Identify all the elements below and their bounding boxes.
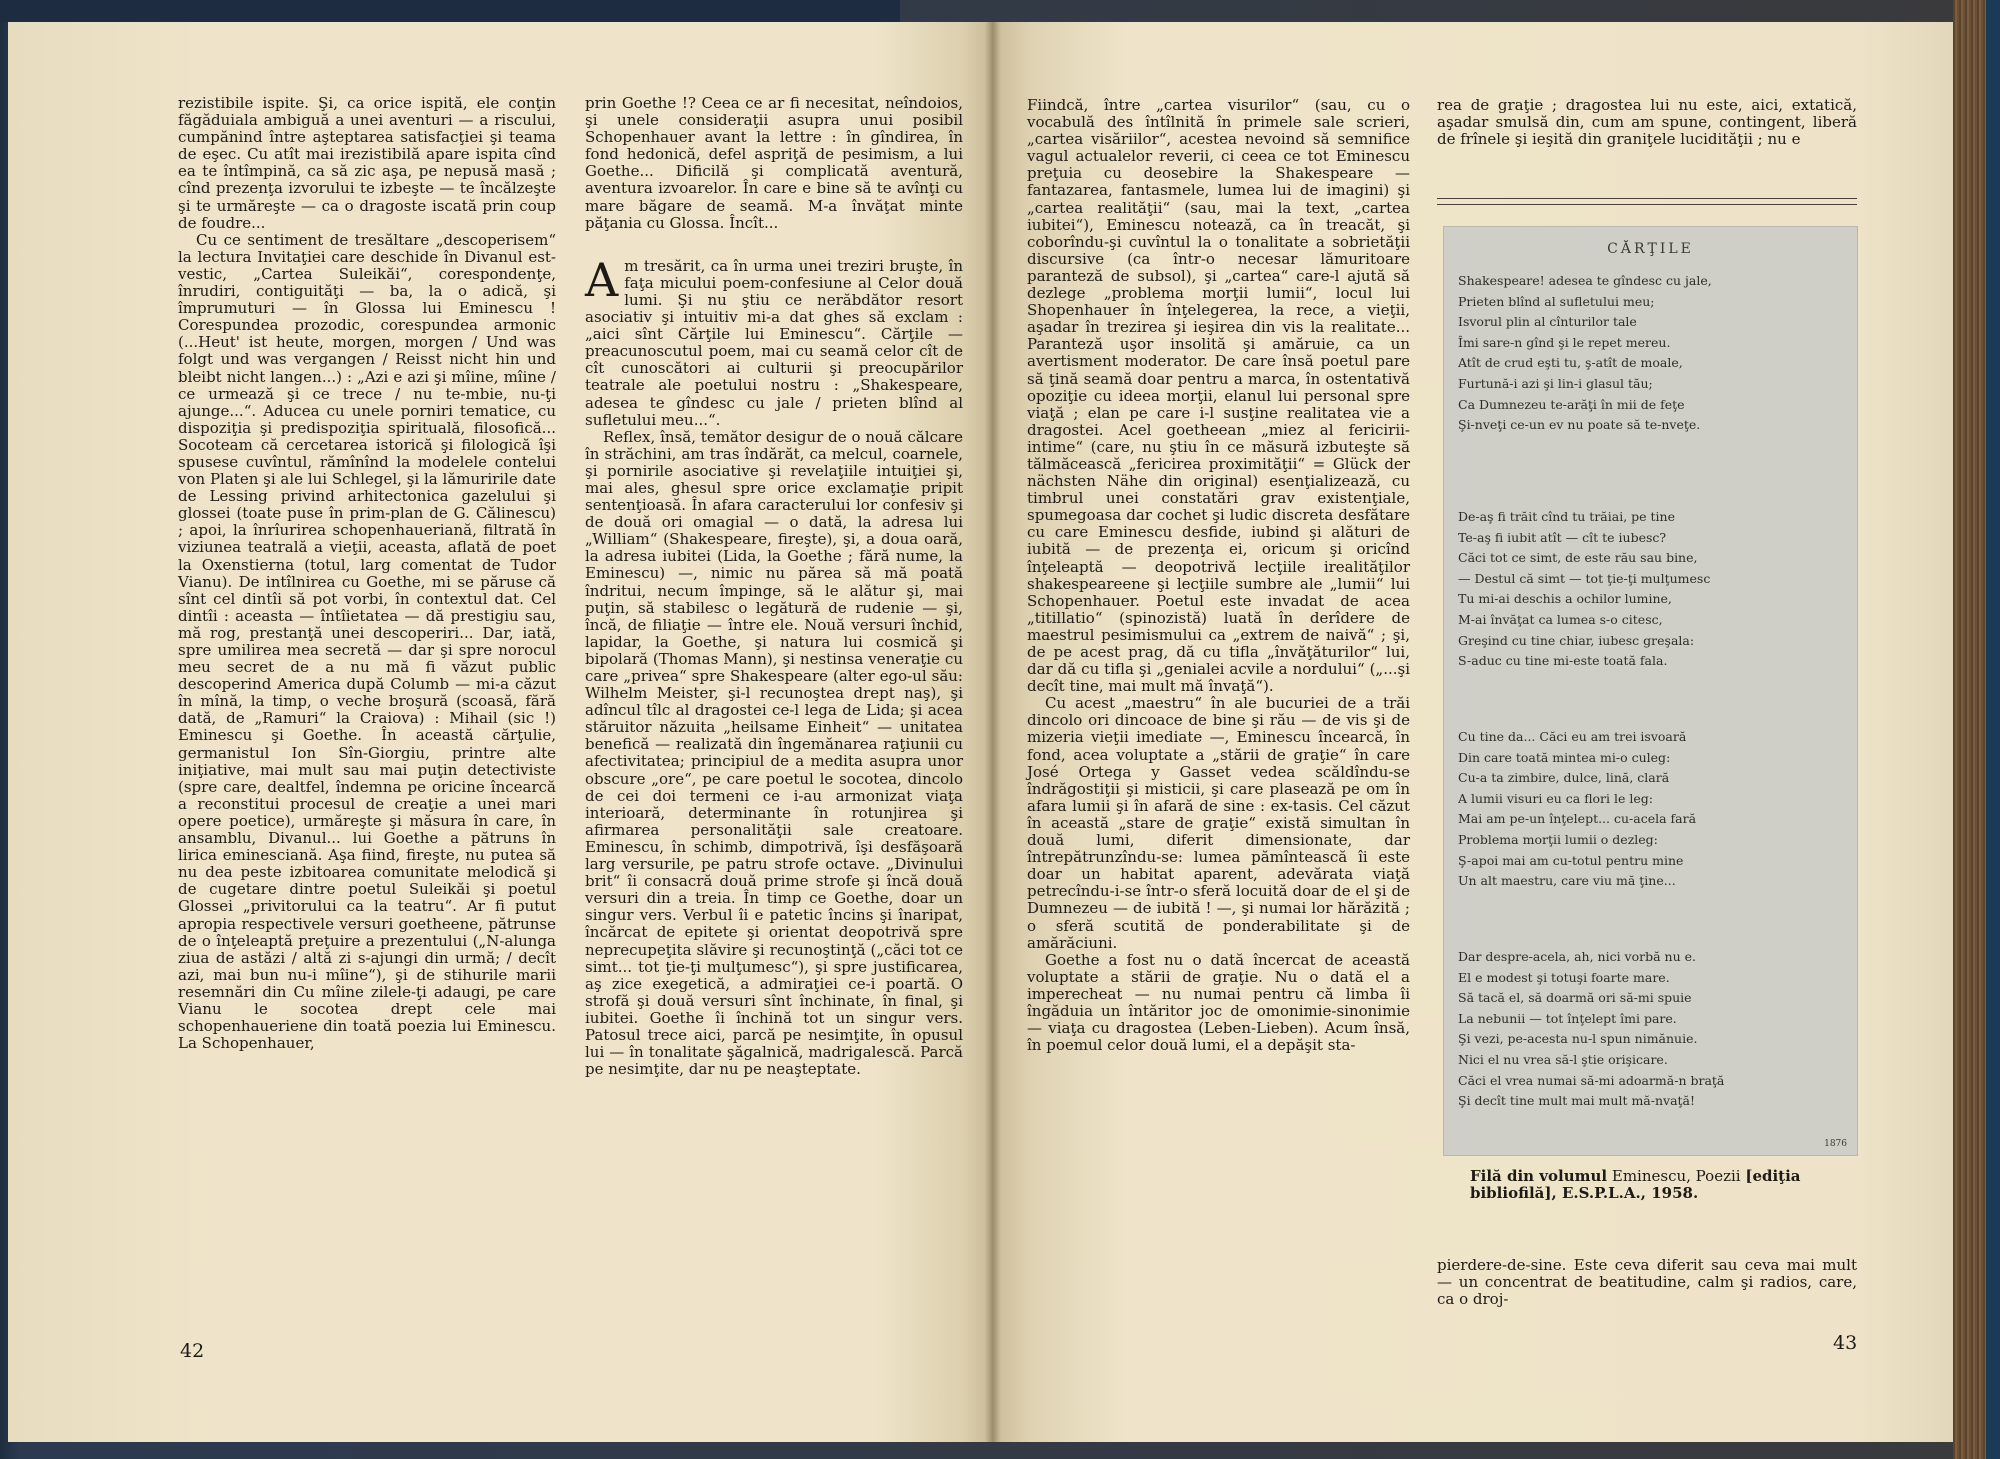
- poem-line: M-ai învăţat ca lumea s-o citesc,: [1458, 611, 1663, 627]
- poem-line: Cu-a ta zimbire, dulce, lină, clară: [1458, 770, 1670, 786]
- paragraph: pierdere-de-sine. Este ceva diferit sau ceva mai mult — un concentrat de beatitudine, calm şi radios, care, ca o droj-: [1437, 1256, 1857, 1309]
- poem-line: Atît de crud eşti tu, ş-atît de moale,: [1458, 355, 1683, 371]
- poem-line: Furtună-i azi şi lin-i glasul tău;: [1458, 375, 1653, 391]
- facsimile-image: [1443, 226, 1858, 1156]
- image-caption: [1470, 1168, 1865, 1202]
- paragraph: [585, 252, 963, 429]
- right-column-2-bottom: [1437, 1257, 1857, 1308]
- poem-line: Isvorul plin al cînturilor tale: [1458, 314, 1637, 330]
- poem-line: A lumii visuri eu ca flori le leg:: [1458, 790, 1653, 806]
- book-gutter: [985, 22, 1001, 1442]
- poem-line: El e modest şi totuşi foarte mare.: [1458, 969, 1670, 985]
- poem-title: CĂRŢILE: [1607, 241, 1694, 257]
- poem-line: De-aş fi trăit cînd tu trăiai, pe tine: [1458, 509, 1675, 524]
- poem-line: Din care toată mintea mi-o culeg:: [1458, 749, 1671, 765]
- drop-cap: A: [585, 252, 619, 307]
- paragraph: Reflex, însă, temător desigur de o nouă călcare în străchini, am tras îndărăt, ca melcul, coarnele, şi pornirile asociative şi revelaţiile intuiţiei şi, mai ales, ghesul spre orice exclamaţie pripit sentenţioasă. În afara caracterului lor confesiv şi de două ori omagial — o dată, la adresa lui „William“ (Shakespeare, fireşte), şi, a doua oară, la adresa iubitei (Lida, la Goethe ; fără nume, la Eminescu) —, nimic nu părea să mă poată îndritui, necum împinge, să le alătur şi, mai puţin, să stabilesc o legătură de rudenie — şi, încă, de filiaţie — între ele. Nouă versuri închid, lapidar, la Goethe, şi natura lui cosmică şi bipolară (Thomas Mann), şi nestinsa veneraţie cu care „privea“ spre Shakespeare (alter ego-ul său: Wilhelm Meister, şi-l recunoştea drept naş), şi adîncul tîlc al dragostei ce-l lega de Lida; şi acea stăruitor năzuita „heilsame Einheit“ — unitatea benefică — realizată din îngemănarea raţiunii cu afectivitatea; principiul de a medita asupra unor obscure „ore“, pe care poetul le socotea, dincolo de cei doi termeni ce i-au armonizat viaţa interioară, determinante în rotunjirea şi afirmarea personalităţii sale creatoare. Eminescu, în schimb, dimpotrivă, îşi desfăşoară larg versurile, pe patru strofe octave. „Divinului brit“ îi consacră două prime strofe şi încă două versuri din a treia. În timp ce Goethe, doar un singur vers. Verbul îi e patetic încins şi înaripat, încărcat de epitete şi orientat deopotrivă spre neprecupeţita slăvire şi recunoştinţă („căci tot ce simt... tot ţie-ţi mulţumesc“), şi spre justificarea, aş zice exegetică, a admiraţiei ce-i poartă. O strofă şi două versuri sînt închinate, în final, şi iubitei. Goethe îi închină tot un singur vers. Patosul trece aici, parcă pe nesimţite, în opusul lui — în tonalitate şăgalnică, madrigalescă. Parcă pe nesimţite, dar nu pe neaşteptate.: [585, 427, 963, 1079]
- poem-stanza: [1458, 271, 1848, 436]
- poem-line: — Destul că simt — tot ţie-ţi mulţumesc: [1458, 570, 1711, 586]
- poem-line: La nebunii — tot înţelept îmi pare.: [1458, 1010, 1677, 1026]
- poem-line: Căci el vrea numai să-mi adoarmă-n braţă: [1458, 1072, 1725, 1088]
- poem-line: Cu tine da... Căci eu am trei isvoară: [1458, 729, 1687, 744]
- paragraph-text: m tresărit, ca în urma unei treziri bruşte, în faţa micului poem-confesiune al Celor două lumi. Şi nu ştiu ce nerăbdător resort asociativ şi intuitiv mi-a dat ghes să exclam : „aici sînt Cărţile lui Eminescu“. Cărţile — preacunoscutul poem, mai cu seamă celor cît de cît cunoscători ai culturii şi preocupărilor teatrale ale poetului nostru : „Shakespeare, adesea te gîndesc cu jale / prieten blînd al sufletului meu...“.: [585, 256, 963, 429]
- poem-line: Mai am pe-un înţelept... cu-acela fară: [1458, 811, 1697, 827]
- paragraph: Cu acest „maestru“ în ale bucuriei de a trăi dincolo ori dincoace de bine şi rău — de vis şi de mizeria vieţii imediate —, Eminescu încearcă, în fond, acea voluptate a „stării de graţie“ în care José Ortega y Gasset vedea scăldîndu-se îndrăgostiţii şi misticii, şi care plasează pe om în afara lumii şi în afară de sine : ex-tasis. Cel căzut în această „stare de graţie“ există simultan în două lumi, diferit dimensionate, dar întrepătrunzîndu-se: lumea pămîntească îi este doar un habitat aparent, adevărata viaţă petrecîndu-i-se într-o sferă locuită doar de el şi de Dumnezeu — de iubită ! —, şi numai lor hărăzită ; o sferă scutită de ponderabilitate şi de amărăciuni.: [1027, 694, 1410, 952]
- poem-stanza: [1458, 947, 1848, 1112]
- page-number-left: 42: [180, 1340, 205, 1362]
- paragraph: prin Goethe !? Ceea ce ar fi necesitat, neîndoios, şi unele consideraţii asupra unui posibil Schopenhauer avant la lettre : în gîndirea, în fond hedonică, defel aspriţă de pesimism, a lui Goethe... Dificilă şi complicată aventură, aventura izvoarelor. În care e bine să te avînţi cu mare băgare de seamă. M-a învăţat minte păţania cu Glossa. Încît...: [585, 94, 963, 232]
- book-cover-edge: [0, 0, 900, 22]
- poem-line: Şi decît tine mult mai mult mă-nvaţă!: [1458, 1093, 1696, 1109]
- poem-line: Te-aş fi iubit atît — cît te iubesc?: [1458, 529, 1667, 545]
- poem-line: Shakespeare! adesea te gîndesc cu jale,: [1458, 273, 1712, 288]
- poem-line: Şi vezi, pe-acesta nu-l spun nimănuie.: [1458, 1031, 1698, 1047]
- poem-stanza: [1458, 727, 1848, 892]
- left-column-2: [585, 95, 963, 1078]
- poem-line: Tu mi-ai deschis a ochilor lumine,: [1458, 591, 1672, 607]
- paragraph: Cu ce sentiment de tresăltare „descoperisem“ la lectura Invitaţiei care deschide în Divanul est-vestic, „Cartea Suleikăi“, corespondenţe, înrudiri, contiguităţi — ba, la o adică, şi împrumuturi — în Glossa lui Eminescu ! Corespundea prozodic, corespundea armonic (...Heut' ist heute, morgen, morgen / Und was folgt und was vergangen / Reisst nicht hin und bleibt nicht langen...) : „Azi e azi şi mîine, mîine / ce urmează şi ce trece / nu te-mbie, nu-ţi ajunge...“. Aducea cu unele porniri tematice, cu dispoziţia şi predispoziţia spirituală, filosofică... Socoteam că cercetarea istorică şi filologică îşi spusese cuvîntul, rămînînd la modelele contelui von Platen şi ale lui Schlegel, şi la lămuririle date de Lessing privind arhitectonica gazelului şi glossei (toate puse în prim-plan de G. Călinescu) ; apoi, la înrîurirea schopenhaueriană, filtrată în viziunea teatrală a vieţii, aceasta, aflată de poet la Oxenstierna (totul, larg comentat de Tudor Vianu). De intîlnirea cu Goethe, mi se păruse că sînt cel dintîi să pot vorbi, în contextul dat. Cel dintîi : aceasta — întîietatea — dă prestigiu sau, mă rog, prestanţă unei descoperiri... Dar, iată, spre umilirea mea secretă — dar şi spre norocul meu secret de a nu mă fi văzut public descoperind America după Columb — mi-a căzut în mînă, la timp, o veche broşură (scoasă, fără dată, de „Ramuri“ la Craiova) : Mihail (sic !) Eminescu şi Goethe. În această cărţulie, germanistul Ion Sîn-Giorgiu, printre alte iniţiative, mai mult sau mai puţin detectiviste (spre care, dealtfel, îndemna pe oricine încearcă a reconstitui procesul de creaţie a unei mari opere poetice), urmăreşte şi măsura în care, în ansamblu, Divanul... lui Goethe a pătruns în lirica eminesciană. Aşa fiind, fireşte, nu putea să nu dea peste izbitoarea comunitate melodică şi de cugetare dintre poetul Suleikăi şi poetul Glossei „privitorului ca la teatru“. Ar fi putut apropia respectivele versuri goetheene, pătrunse de o înţeleaptă preţuire a prezentului („N-alunga ziua de astăzi / altă zi s-ajungi din urmă; / decît azi, mai bun nu-i mîine“), şi de stihurile marii resemnări din Cu mîine zilele-ţi adaugi, pe care Vianu le socotea drept cele mai schopenhaueriene din toată poezia lui Eminescu. La Schopenhauer,: [178, 230, 556, 1053]
- right-column-1: [1027, 97, 1410, 1054]
- poem-year: 1876: [1824, 1139, 1847, 1149]
- poem-line: Greşind cu tine chiar, iubesc greşala:: [1458, 632, 1695, 648]
- paragraph: Fiindcă, între „cartea visurilor“ (sau, cu o vocabulă des întîlnită în primele sale scrieri, „cartea visăriilor“, acestea nevoind să semnifice vagul actualelor reverii, ci ceea ce tot Eminescu preţuia cu deosebire la Shakespeare — fantazarea, fantasmele, lumea lui de imagini) şi „cartea realităţii“ (sau, mai la text, „cartea iubitei“), Eminescu notează, ca în treacăt, şi coborîndu-şi cuvîntul la o tonalitate a sobrietăţii discursive (ca într-o necesar lămuritoare paranteză de subsol), şi „cartea“ care-l ajută să dezlege „problema morţii lumii“, locul lui Shopenhauer în înţelegerea, la rece, a vieţii, aşadar în trezirea şi ieşirea din vis la realitate... Paranteză uşor insolită şi amăruie, ca un avertisment moderator. De care însă poetul pare să ţină seamă doar pentru a marca, în ostentativă opoziţie cu ideea morţii, elanul lui personal spre viaţă ; elan pe care i-l susţine realitatea vie a dragostei. Acel goetheean „miez al fericirii-intime“ (care, nu ştiu în ce măsură izbuteşte să tălmăcească „fericirea proximităţii“ = Glück der nächsten Nähe din original) esenţializează, cu timbrul unei constatări grav existenţiale, spumegoasa dar cochet şi ludic discreta desfătare cu care Eminescu desfide, iubind şi alături de iubită — de prezenţa ei, oricum şi oricînd înţeleaptă — deopotrivă lecţiile irealităţilor shakespeareene şi lecţiile sumbre ale „lumii“ lui Schopenhauer. Poetul este invadat de acea „titillatio“ (spinozistă) luată în derîdere de maestrul pesimismului ca „extrem de naivă“ ; şi, de pe acest prag, dă cu tifla „învăţăturilor“ lui, dar dă cu tifla şi „genialei acvile a nordului“ („...şi decît tine, mai mult mă învaţă“).: [1027, 96, 1410, 696]
- page-number-right: 43: [1833, 1332, 1858, 1354]
- poem-line: Şi-nveţi ce-un ev nu poate să te-nveţe.: [1458, 417, 1701, 433]
- poem-line: Nici el nu vrea să-l ştie orişicare.: [1458, 1051, 1668, 1067]
- poem-line: Un alt maestru, care viu mă ţine...: [1458, 873, 1676, 889]
- paragraph: Goethe a fost nu o dată încercat de această voluptate a stării de graţie. Nu o dată el a imperecheat — nu numai pentru că limba îi îngăduia un întăritor joc de omonimie-sinonimie — viaţa cu dragostea (Leben-Lieben). Acum însă, în poemul celor două lumi, el a depăşit sta-: [1027, 950, 1410, 1055]
- poem-line: Căci tot ce simt, de este rău sau bine,: [1458, 550, 1698, 566]
- poem-line: Prieten blînd al sufletului meu;: [1458, 293, 1655, 309]
- poem-line: Să tacă el, să doarmă ori să-mi spuie: [1458, 990, 1692, 1006]
- paragraph: rezistibile ispite. Şi, ca orice ispită, ele conţin făgăduiala ambiguă a unei aventuri — a riscului, cumpănind între aşteptarea satisfacţiei şi teama de eşec. Cu atît mai irezistibilă apare ispita cînd ea te întîmpină, ca să zic aşa, pe nepusă masă ; cînd prezenţa izvorului te izbeşte — te încălzeşte şi te urmăreşte — ca o dragoste iscată prin coup de foudre...: [178, 94, 556, 232]
- divider-rule: [1437, 198, 1857, 199]
- left-column-1: [178, 95, 556, 1052]
- poem-stanza: [1458, 507, 1848, 672]
- right-column-2-top: [1437, 97, 1857, 148]
- poem-line: Dar despre-acela, ah, nici vorbă nu e.: [1458, 949, 1696, 964]
- poem-line: Ş-apoi mai am cu-totul pentru mine: [1458, 852, 1684, 868]
- caption-bold: [ediţia bibliofilă], E.S.P.L.A., 1958.: [1470, 1167, 1801, 1202]
- poem-line: Îmi sare-n gînd şi le repet mereu.: [1458, 334, 1671, 350]
- poem-line: Problema morţii lumii o dezleg:: [1458, 831, 1658, 847]
- divider-rule: [1437, 204, 1857, 205]
- page-edges: [1953, 0, 2000, 1459]
- poem-line: S-aduc cu tine mi-este toată fala.: [1458, 653, 1668, 669]
- caption-bold: Filă din volumul: [1470, 1167, 1608, 1185]
- paragraph: rea de graţie ; dragostea lui nu este, aici, extatică, aşadar smulsă din, cum am spune, contingent, liberă de frînele şi ieşită din graniţele lucidităţii ; nu e: [1437, 96, 1857, 149]
- caption-text: Eminescu, Poezii: [1607, 1167, 1746, 1185]
- poem-line: Ca Dumnezeu te-arăţi în mii de feţe: [1458, 396, 1685, 412]
